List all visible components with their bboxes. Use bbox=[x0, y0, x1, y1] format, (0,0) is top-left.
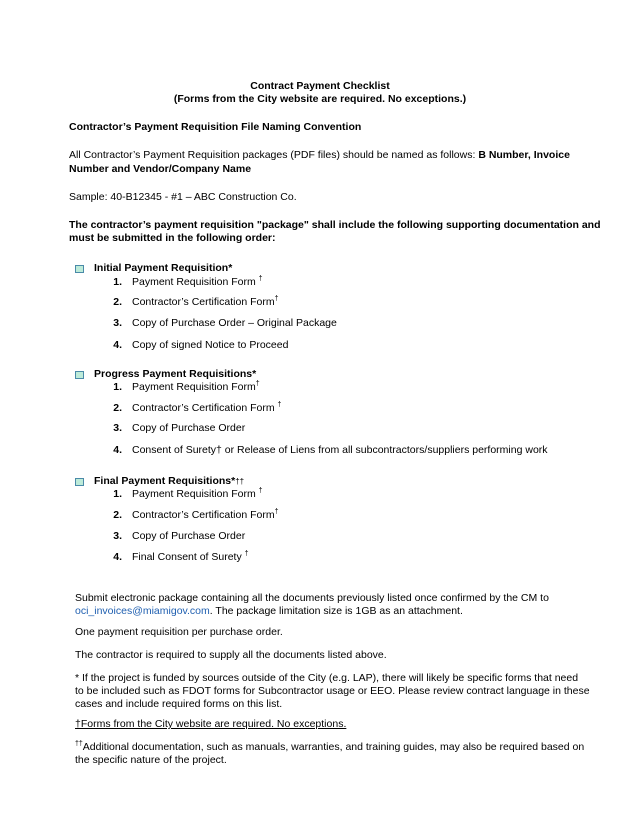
checkbox-icon[interactable] bbox=[75, 478, 84, 486]
naming-text-bold1: B Number, Invoice bbox=[478, 149, 570, 161]
list-item-text: Payment Requisition Form bbox=[132, 276, 256, 288]
submit-line1: Submit electronic package containing all the documents previously listed once confirmed by the CM to bbox=[75, 592, 549, 604]
list-item bbox=[132, 402, 281, 415]
package-intro-line2: must be submitted in the following order: bbox=[69, 232, 276, 244]
list-item-text: Payment Requisition Form bbox=[132, 381, 256, 393]
list-item bbox=[132, 488, 263, 501]
list-item-text: Copy of signed Notice to Proceed bbox=[132, 339, 289, 351]
list-item-text: Payment Requisition Form bbox=[132, 488, 256, 500]
dagger-mark: † bbox=[244, 550, 249, 558]
section-title-progress: Progress Payment Requisitions* bbox=[94, 368, 257, 380]
double-dagger-text: Additional documentation, such as manuals, warranties, and training guides, may also be required based on bbox=[82, 741, 585, 753]
submit-line2-rest: . The package limitation size is 1GB as an attachment. bbox=[209, 605, 463, 617]
list-item-text: Contractor’s Certification Form bbox=[132, 296, 275, 308]
list-item-number: 3. bbox=[113, 530, 122, 542]
dagger-mark: † bbox=[274, 508, 279, 516]
submit-line2 bbox=[75, 605, 463, 618]
list-item-text: Contractor’s Certification Form bbox=[132, 509, 275, 521]
list-item-number: 1. bbox=[113, 381, 122, 393]
naming-text-bold2: Number and Vendor/Company Name bbox=[69, 163, 252, 175]
double-dagger-note-line1 bbox=[75, 741, 584, 754]
list-item-number: 1. bbox=[113, 488, 122, 500]
checkbox-icon[interactable] bbox=[75, 371, 84, 379]
invoice-email-link[interactable]: oci_invoices@miamigov.com bbox=[75, 605, 210, 617]
funded-note-line1: * If the project is funded by sources outside of the City (e.g. LAP), there will likely be specific forms that need bbox=[75, 672, 579, 684]
naming-heading: Contractor’s Payment Requisition File Naming Convention bbox=[69, 121, 362, 133]
funded-note-line3: cases and include required forms on this list. bbox=[75, 698, 283, 710]
list-item-number: 3. bbox=[113, 422, 122, 434]
list-item-number: 2. bbox=[113, 296, 122, 308]
funded-note-line2: to be included such as FDOT forms for Subcontractor usage or EEO. Please review contract language in these bbox=[75, 685, 590, 697]
list-item-number: 4. bbox=[113, 551, 122, 563]
list-item bbox=[132, 551, 249, 564]
list-item-text: Copy of Purchase Order – Original Package bbox=[132, 317, 337, 329]
list-item bbox=[132, 296, 278, 309]
naming-sample: Sample: 40-B12345 - #1 – ABC Construction Co. bbox=[69, 191, 297, 203]
double-dagger-mark: †† bbox=[75, 740, 83, 748]
package-intro-line1: The contractor’s payment requisition "package" shall include the following supporting documentation and bbox=[69, 219, 601, 231]
list-item-text: Final Consent of Surety bbox=[132, 551, 242, 563]
list-item-text: Contractor’s Certification Form bbox=[132, 402, 275, 414]
section-title-final bbox=[94, 475, 244, 488]
document-subtitle: (Forms from the City website are required. No exceptions.) bbox=[173, 93, 467, 105]
list-item-number: 4. bbox=[113, 444, 122, 456]
section-title-initial: Initial Payment Requisition* bbox=[94, 262, 233, 274]
naming-text-line1 bbox=[69, 149, 599, 162]
list-item bbox=[132, 509, 278, 522]
dagger-mark: † bbox=[255, 380, 260, 388]
document-title: Contract Payment Checklist bbox=[250, 80, 390, 92]
list-item-text: Copy of Purchase Order bbox=[132, 422, 246, 434]
supply-all-note: The contractor is required to supply all the documents listed above. bbox=[75, 649, 387, 661]
dagger-note: †Forms from the City website are required. No exceptions. bbox=[75, 718, 347, 730]
section-title-final-text: Final Payment Requisitions* bbox=[94, 475, 236, 487]
list-item-number: 2. bbox=[113, 509, 122, 521]
list-item-number: 3. bbox=[113, 317, 122, 329]
checkbox-icon[interactable] bbox=[75, 265, 84, 273]
double-dagger-note-line2: the specific nature of the project. bbox=[75, 754, 227, 766]
list-item-text: Copy of Purchase Order bbox=[132, 530, 246, 542]
dagger-mark: † bbox=[277, 401, 282, 409]
list-item-number: 4. bbox=[113, 339, 122, 351]
list-item-text: Consent of Surety† or Release of Liens from all subcontractors/suppliers performing work bbox=[132, 444, 548, 456]
naming-text-prefix: All Contractor’s Payment Requisition packages (PDF files) should be named as follows: bbox=[69, 149, 479, 161]
one-per-po-note: One payment requisition per purchase order. bbox=[75, 626, 283, 638]
dagger-mark: † bbox=[258, 487, 263, 495]
list-item bbox=[132, 276, 263, 289]
dagger-mark: † bbox=[258, 275, 263, 283]
list-item-number: 2. bbox=[113, 402, 122, 414]
double-dagger-mark: †† bbox=[235, 477, 245, 486]
list-item-number: 1. bbox=[113, 276, 122, 288]
dagger-mark: † bbox=[274, 295, 279, 303]
list-item bbox=[132, 381, 260, 394]
